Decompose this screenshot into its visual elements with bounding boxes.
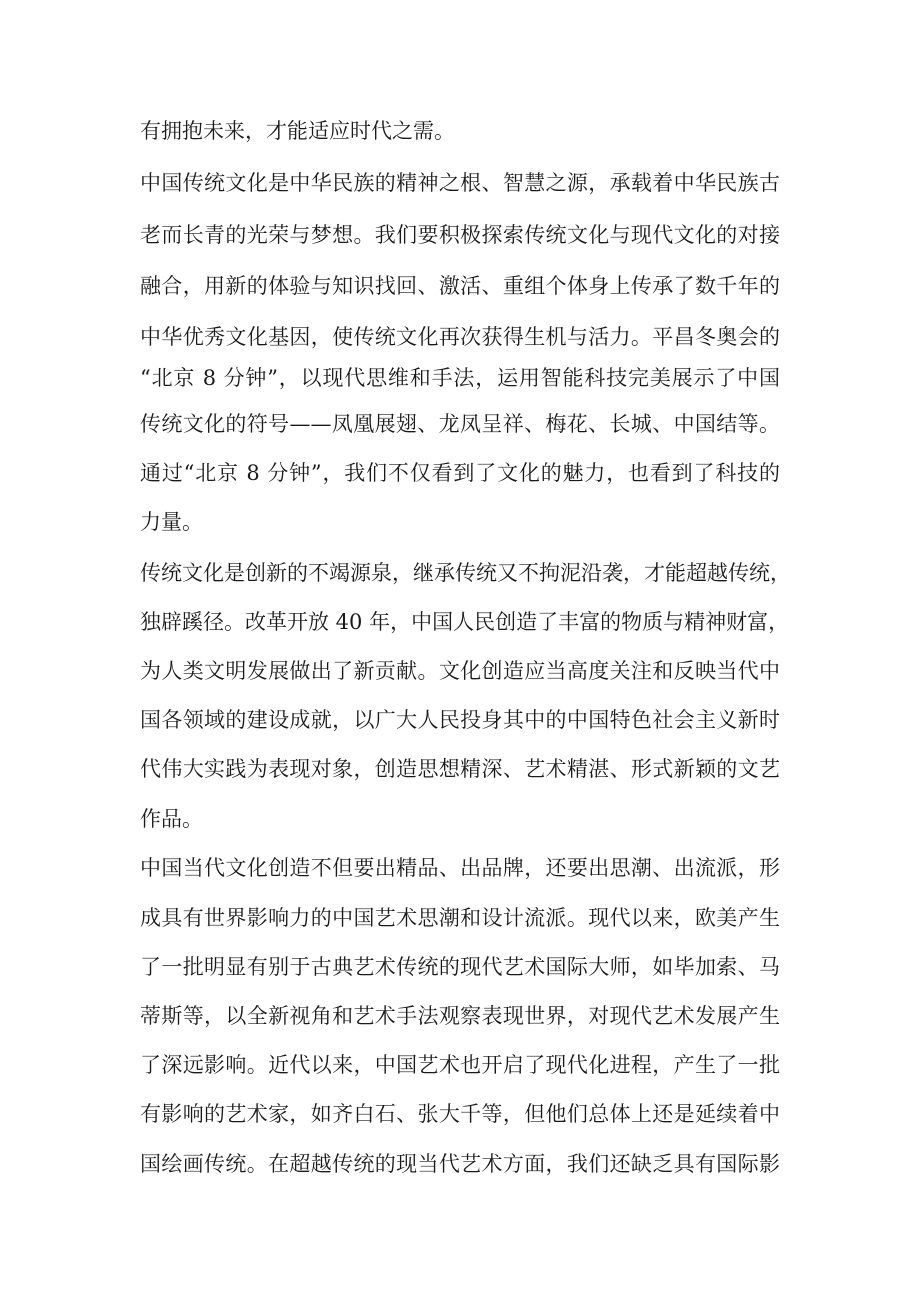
paragraph-line: 传统文化是创新的不竭源泉，继承传统又不拘泥沿袭，才能超越传统，	[140, 561, 791, 585]
paragraph-line: 了一批明显有别于古典艺术传统的现代艺术国际大师，如毕加索、马	[140, 955, 780, 979]
paragraph-line: 融合，用新的体验与知识找回、激活、重组个体身上传承了数千年的	[140, 274, 780, 298]
paragraph-line: 成具有世界影响力的中国艺术思潮和设计流派。现代以来，欧美产生	[140, 906, 780, 930]
paragraph-line: 国绘画传统。在超越传统的现当代艺术方面，我们还缺乏具有国际影	[140, 1152, 780, 1176]
paragraph-line: “北京 8 分钟”，以现代思维和手法，运用智能科技完美展示了中国	[140, 366, 780, 390]
paragraph-line: 了深远影响。近代以来，中国艺术也开启了现代化进程，产生了一批	[140, 1053, 780, 1077]
paragraph-line: 中国当代文化创造不但要出精品、出品牌，还要出思潮、出流派，形	[140, 856, 780, 880]
paragraph-line: 有拥抱未来，才能适应时代之需。	[140, 119, 455, 143]
paragraph-line: 蒂斯等，以全新视角和艺术手法观察表现世界，对现代艺术发展产生	[140, 1004, 780, 1028]
paragraph-line: 通过“北京 8 分钟”，我们不仅看到了文化的魅力，也看到了科技的	[140, 461, 780, 485]
paragraph-line: 中华优秀文化基因，使传统文化再次获得生机与活力。平昌冬奥会的	[140, 325, 780, 349]
paragraph-line: 代伟大实践为表现对象，创造思想精深、艺术精湛、形式新颖的文艺	[140, 757, 780, 781]
paragraph-line: 中国传统文化是中华民族的精神之根、智慧之源，承载着中华民族古	[140, 171, 780, 195]
paragraph-line: 为人类文明发展做出了新贡献。文化创造应当高度关注和反映当代中	[140, 659, 780, 683]
paragraph-line: 国各领域的建设成就，以广大人民投身其中的中国特色社会主义新时	[140, 708, 780, 732]
paragraph-line: 作品。	[140, 807, 203, 831]
paragraph-line: 独辟蹊径。改革开放 40 年，中国人民创造了丰富的物质与精神财富，	[140, 610, 790, 634]
paragraph-line: 老而长青的光荣与梦想。我们要积极探索传统文化与现代文化的对接	[140, 223, 780, 247]
paragraph-line: 传统文化的符号——凤凰展翅、龙凤呈祥、梅花、长城、中国结等。	[140, 412, 780, 436]
paragraph-line: 力量。	[140, 510, 203, 534]
paragraph-line: 有影响的艺术家，如齐白石、张大千等，但他们总体上还是延续着中	[140, 1102, 780, 1126]
